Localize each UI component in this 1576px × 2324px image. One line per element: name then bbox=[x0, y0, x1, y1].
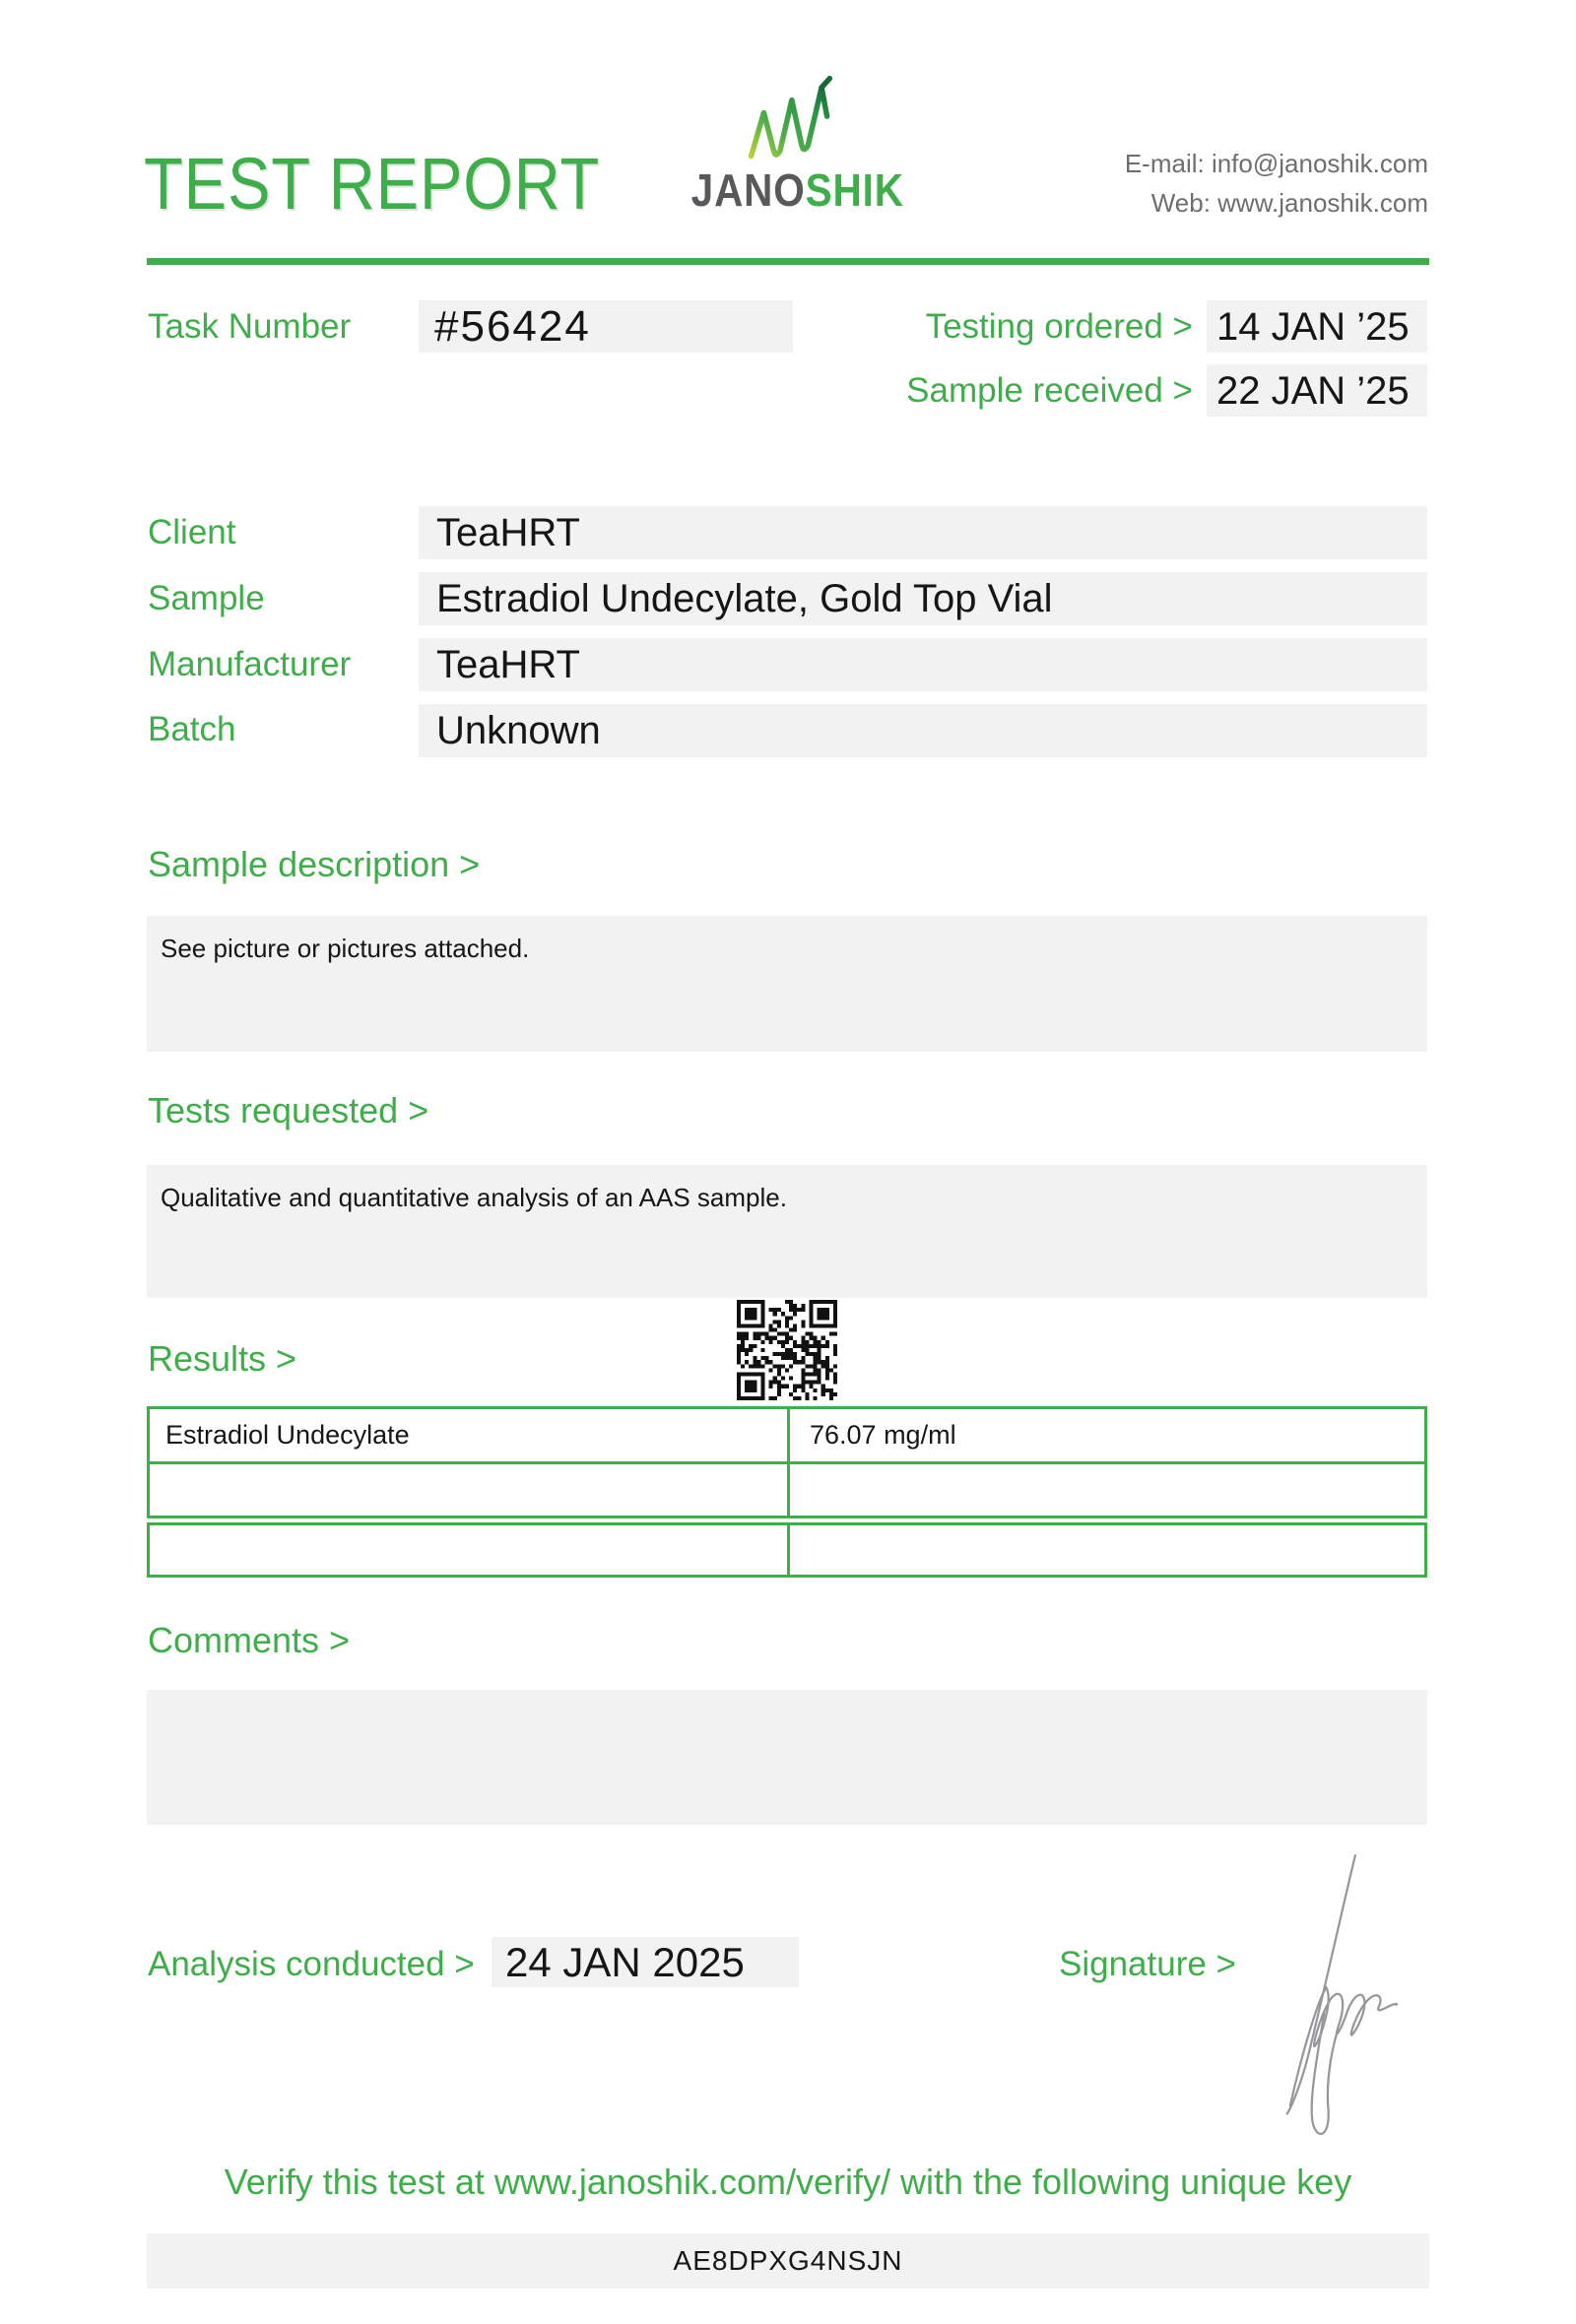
sample-description-heading: Sample description > bbox=[148, 844, 481, 884]
sample-value: Estradiol Undecylate, Gold Top Vial bbox=[419, 572, 1427, 625]
comments-heading: Comments > bbox=[148, 1620, 351, 1660]
qr-code bbox=[736, 1300, 838, 1400]
janoshik-logo bbox=[678, 75, 904, 216]
web-line: Web: www.janoshik.com bbox=[1150, 188, 1428, 218]
analysis-conducted-label: Analysis conducted > bbox=[148, 1945, 475, 1983]
result-cell bbox=[790, 1464, 1424, 1516]
task-number-value: #56424 bbox=[419, 300, 793, 353]
logo-text-green: SHIK bbox=[805, 164, 904, 216]
sample-received-value: 22 JAN ’25 bbox=[1207, 364, 1427, 417]
sample-received-label: Sample received > bbox=[906, 371, 1193, 410]
result-cell bbox=[790, 1525, 1424, 1575]
batch-value: Unknown bbox=[419, 704, 1427, 757]
client-label: Client bbox=[148, 513, 236, 551]
sample-label: Sample bbox=[148, 579, 265, 617]
sample-description-box: See picture or pictures attached. bbox=[147, 916, 1427, 1052]
substance-cell bbox=[150, 1464, 790, 1516]
header-divider bbox=[147, 258, 1429, 265]
substance-cell: Estradiol Undecylate bbox=[150, 1409, 790, 1461]
logo-text-dark: JANO bbox=[690, 164, 806, 216]
batch-label: Batch bbox=[148, 710, 236, 748]
table-row bbox=[147, 1461, 1427, 1518]
manufacturer-value: TeaHRT bbox=[419, 638, 1427, 691]
contact-info bbox=[1125, 144, 1428, 223]
result-cell: 76.07 mg/ml bbox=[810, 1420, 956, 1450]
substance-cell bbox=[150, 1525, 790, 1575]
email-line: E-mail: info@janoshik.com bbox=[1124, 149, 1428, 178]
client-value: TeaHRT bbox=[419, 506, 1427, 559]
logo-wordmark bbox=[690, 164, 904, 216]
rising-chart-icon bbox=[743, 75, 837, 161]
results-table bbox=[147, 1406, 1427, 1578]
manufacturer-label: Manufacturer bbox=[148, 645, 352, 683]
tests-requested-heading: Tests requested > bbox=[148, 1090, 429, 1130]
testing-ordered-label: Testing ordered > bbox=[925, 307, 1193, 346]
table-row bbox=[147, 1406, 1427, 1464]
task-number-label: Task Number bbox=[148, 307, 352, 346]
verify-instructions: Verify this test at www.janoshik.com/verify/ with the following unique key bbox=[224, 2162, 1352, 2202]
analysis-conducted-value: 24 JAN 2025 bbox=[492, 1937, 799, 1987]
page-title: TEST REPORT bbox=[144, 143, 601, 225]
table-row bbox=[147, 1522, 1427, 1578]
tests-requested-box: Qualitative and quantitative analysis of an AAS sample. bbox=[147, 1165, 1427, 1298]
testing-ordered-value: 14 JAN ’25 bbox=[1207, 300, 1427, 353]
results-heading: Results > bbox=[148, 1338, 297, 1379]
signature-image bbox=[1259, 1847, 1402, 2143]
signature-label: Signature > bbox=[1059, 1945, 1236, 1983]
comments-box bbox=[147, 1690, 1427, 1825]
verify-key: AE8DPXG4NSJN bbox=[147, 2233, 1429, 2289]
